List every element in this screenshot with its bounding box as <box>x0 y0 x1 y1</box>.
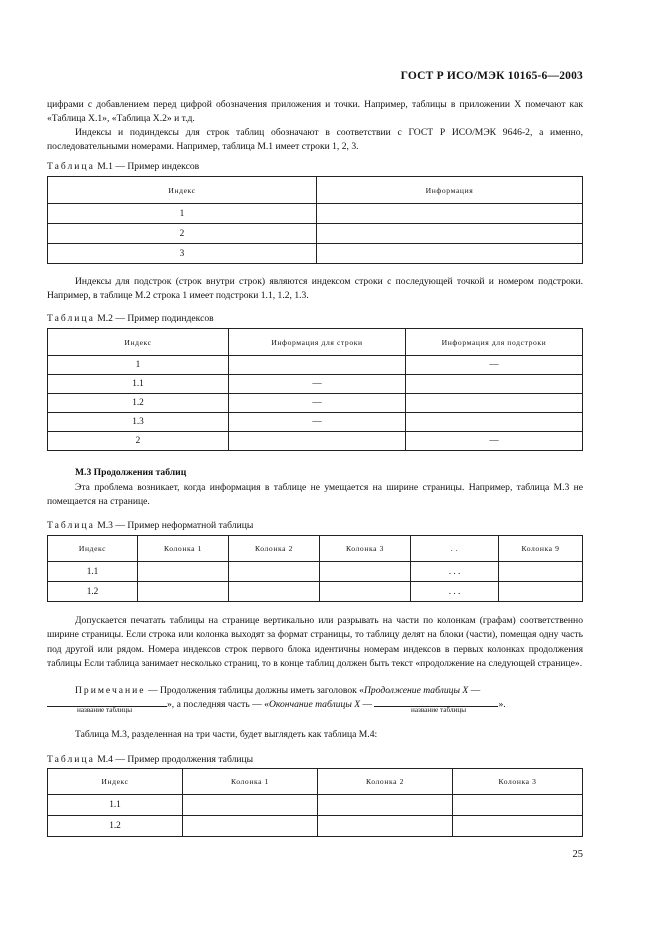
table-header-cell: Индекс <box>48 536 138 562</box>
table-row: 1.1 — <box>48 375 583 394</box>
under-label: название таблицы <box>77 706 133 714</box>
paragraph-5: Допускается печатать таблицы на странице вертикально или разрывать на части по колонкам (графам) соответственно ширине страницы. Если строка или колонка выходят за формат страницы, то таблицу делят на блоки (части), помещая одну часть под другой или рядом. Номера индексов строк первого блока идентичны номерам индексов в первых колонках продолжения таблицы Если таблица занимает несколько страниц, то в конце таблиц должен быть текст «продолжение на следующей странице». <box>47 615 583 670</box>
table-header-cell: Информация <box>317 177 583 204</box>
table-m1-caption: Таблица M.1 — Пример индексов <box>47 161 200 172</box>
section-heading: M.3 Продолжения таблиц <box>75 467 187 478</box>
table-row: 1 — <box>48 356 583 375</box>
table-header-cell: Индекс <box>48 329 229 356</box>
table-row: 1.2 <box>48 816 583 837</box>
table-header-cell: Индекс <box>48 177 317 204</box>
table-m1 <box>47 176 583 264</box>
table-row: 1.3 — <box>48 413 583 432</box>
table-m4-caption: Таблица M.4 — Пример продолжения таблицы <box>47 754 254 765</box>
paragraph-1: цифрами с добавлением перед цифрой обозначения приложения и точки. Например, таблицы в приложении X помечают как «Таблица X.1», «Таблица X.2» и т.д. <box>47 99 583 125</box>
table-row: 1 <box>48 204 583 224</box>
note: Примечание — Продолжения таблицы должны иметь заголовок «Продолжение таблицы X — », а последняя часть — «Окончание таблицы X — ». <box>47 684 583 713</box>
table-row: 1.2 — <box>48 394 583 413</box>
table-row: 1.1 . . . <box>48 562 583 582</box>
page-number: 25 <box>572 849 583 860</box>
document-header: ГОСТ Р ИСО/МЭК 10165-6—2003 <box>400 70 583 82</box>
table-row: 2 — <box>48 432 583 451</box>
table-row: 1.1 <box>48 795 583 816</box>
table-row: 3 <box>48 244 583 264</box>
table-m4 <box>47 768 583 837</box>
paragraph-6: Таблица M.3, разделенная на три части, будет выглядеть как таблица M.4: <box>75 729 378 740</box>
table-header-cell: Индекс <box>48 769 183 795</box>
table-header-cell: Колонка 2 <box>229 536 320 562</box>
table-m2 <box>47 328 583 451</box>
table-m2-caption: Таблица M.2 — Пример подиндексов <box>47 313 214 324</box>
table-m3-caption: Таблица M.3 — Пример неформатной таблицы <box>47 520 254 531</box>
table-header-cell: Колонка 2 <box>318 769 453 795</box>
table-header-cell: Информация для строки <box>229 329 406 356</box>
table-header-cell: Информация для подстроки <box>406 329 583 356</box>
table-header-cell: . . <box>411 536 499 562</box>
paragraph-2: Индексы и подиндексы для строк таблиц обозначают в соответствии с ГОСТ Р ИСО/МЭК 9646-2, а именно, последовательными номерами. Например, таблица M.1 имеет строки 1, 2, 3. <box>47 127 583 153</box>
table-header-cell: Колонка 3 <box>320 536 411 562</box>
table-row: 1.2 . . . <box>48 582 583 602</box>
paragraph-4: Эта проблема возникает, когда информация в таблице не умещается на ширине страницы. Например, таблица M.3 не помещается на странице. <box>47 482 583 508</box>
table-m3 <box>47 535 583 602</box>
table-header-cell: Колонка 1 <box>183 769 318 795</box>
table-row: 2 <box>48 224 583 244</box>
under-label: название таблицы <box>411 706 467 714</box>
paragraph-3: Индексы для подстрок (строк внутри строк) являются индексом строки с последующей точкой и номером подстроки. Например, в таблице M.2 строка 1 имеет подстроки 1.1, 1.2, 1.3. <box>47 276 583 302</box>
table-header-cell: Колонка 3 <box>453 769 583 795</box>
table-header-cell: Колонка 1 <box>138 536 229 562</box>
table-header-cell: Колонка 9 <box>499 536 583 562</box>
